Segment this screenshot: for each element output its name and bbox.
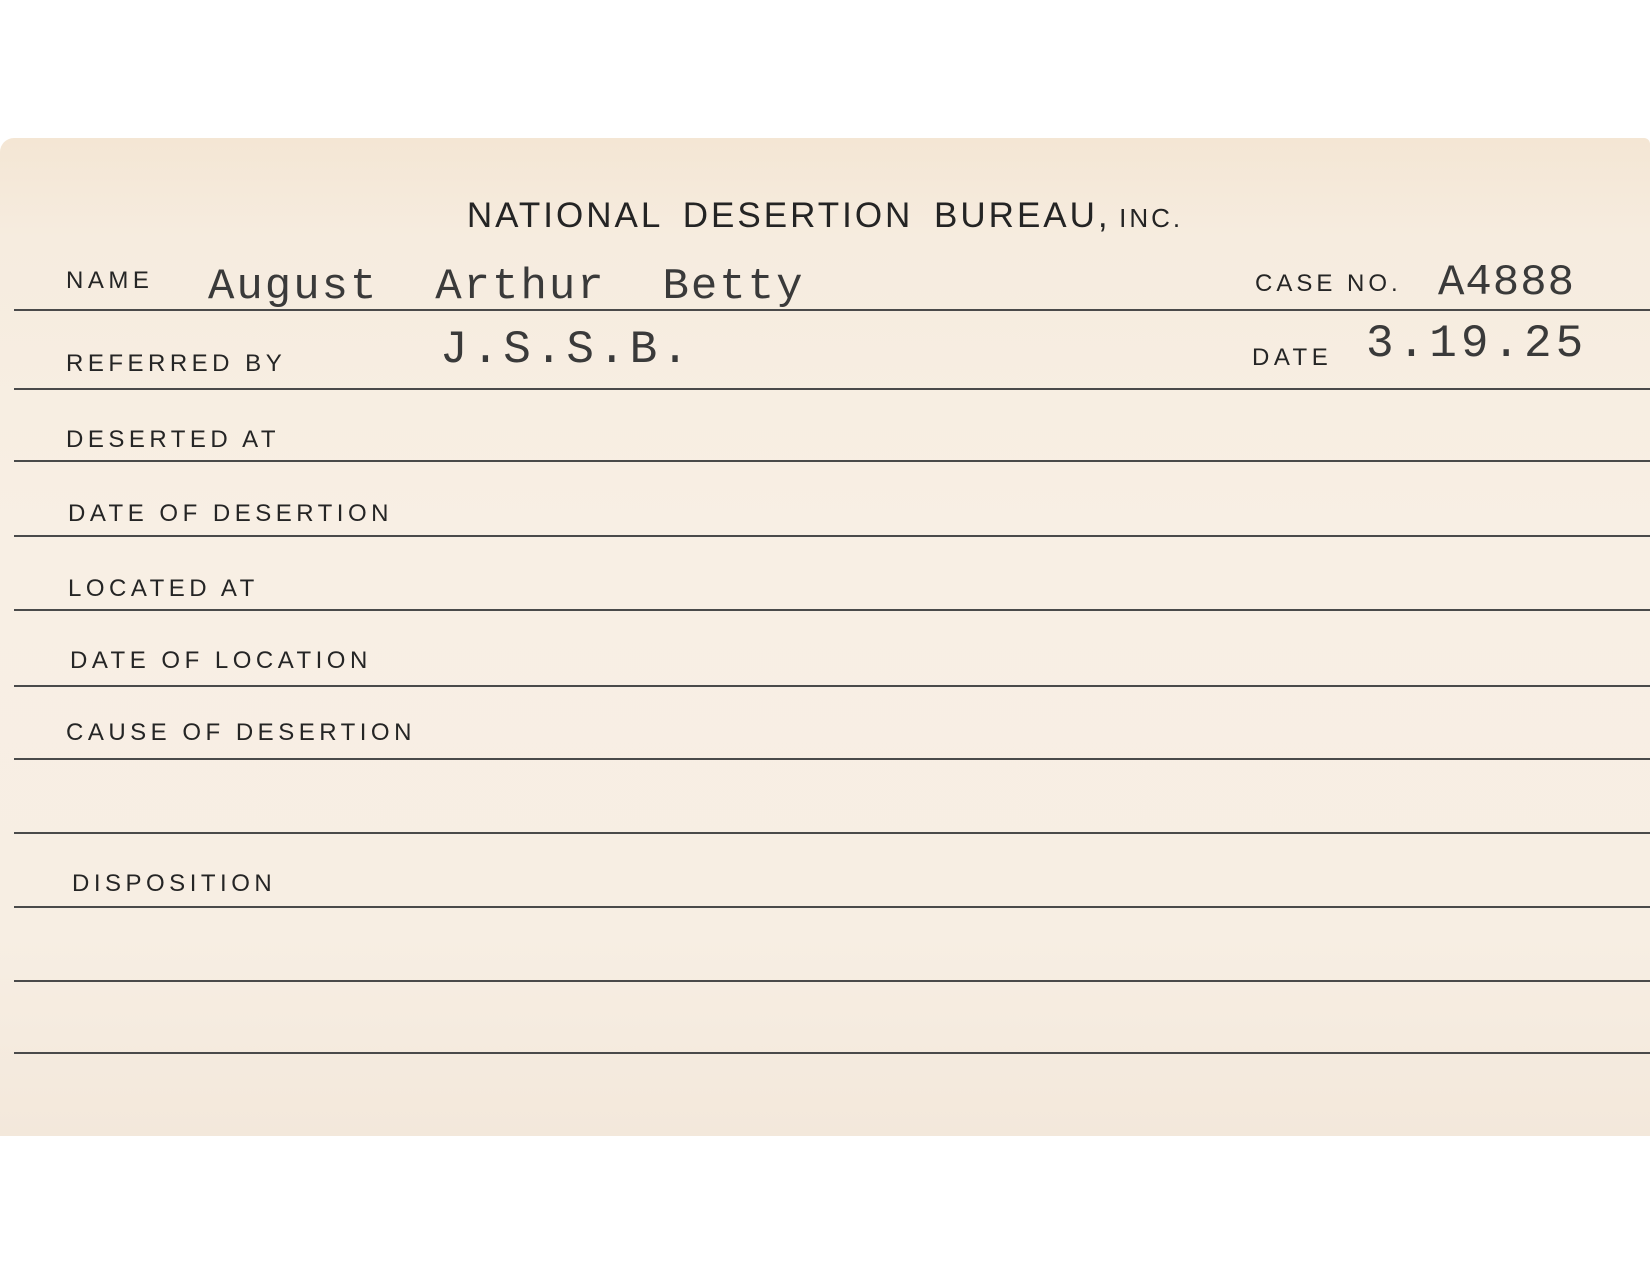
name-label: NAME [66,267,154,294]
name-value: August Arthur Betty [208,262,805,312]
deserted-at-line [14,460,1650,462]
located-at-label: LOCATED AT [68,575,259,602]
case-no-value: A4888 [1438,258,1576,308]
date-of-desertion-line [14,535,1650,537]
disposition-line-3 [14,1052,1650,1054]
deserted-at-label: DESERTED AT [66,426,280,453]
date-of-desertion-label: DATE OF DESERTION [68,500,393,527]
cause-of-desertion-line [14,758,1650,760]
name-line [14,309,1650,311]
disposition-line-2 [14,980,1650,982]
located-at-line [14,609,1650,611]
date-of-location-line [14,685,1650,687]
date-of-location-label: DATE OF LOCATION [70,647,372,674]
card-title [0,196,1650,236]
disposition-label: DISPOSITION [72,870,277,897]
date-value: 3.19.25 [1366,318,1588,370]
cause-of-desertion-label: CAUSE OF DESERTION [66,719,416,746]
date-label: DATE [1252,344,1333,371]
disposition-line [14,906,1650,908]
bureau-name: NATIONAL DESERTION BUREAU, [466,196,1111,235]
referred-by-label: REFERRED BY [66,350,287,377]
cause-of-desertion-line-2 [14,832,1650,834]
referred-by-value: J.S.S.B. [440,324,693,376]
case-no-label: CASE NO. [1255,270,1402,297]
bureau-suffix: INC. [1119,203,1184,233]
referred-by-line [14,388,1650,390]
